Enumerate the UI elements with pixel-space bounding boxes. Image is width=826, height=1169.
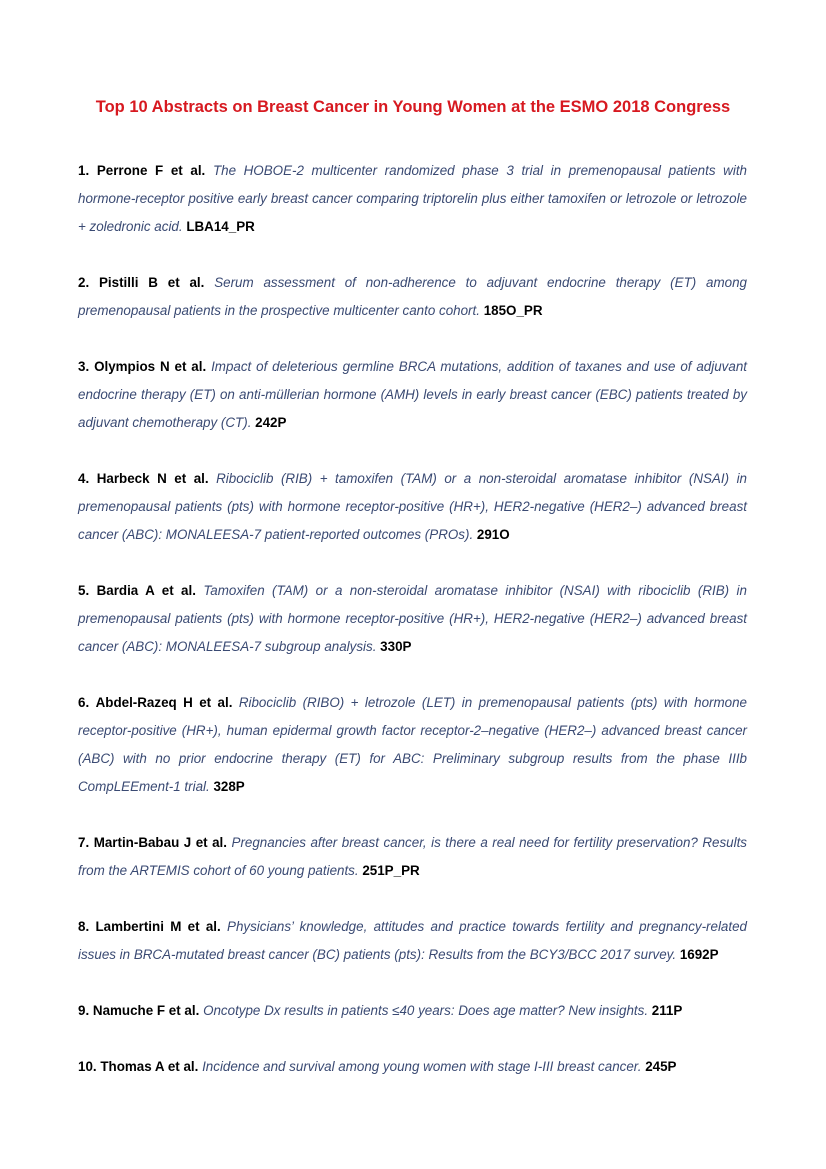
abstract-title: Physicians’ knowledge, attitudes and practice towards fertility and pregnancy-related issues in BRCA-mutated breast cancer (BC) patients (pts): Results from the BCY3/BCC 2017 survey. xyxy=(78,919,747,962)
abstract-code: 245P xyxy=(645,1059,677,1074)
abstract-title: Tamoxifen (TAM) or a non-steroidal aromatase inhibitor (NSAI) with ribociclib (RIB) in premenopausal patients (pts) with hormone receptor-positive (HR+), HER2-negative (HER2–) advanced breast cancer (ABC): MONALEESA-7 subgroup analysis. xyxy=(78,583,747,654)
abstract-item xyxy=(78,913,747,969)
abstract-item xyxy=(78,157,747,241)
abstract-authors: Bardia A et al. xyxy=(96,583,196,598)
abstract-item xyxy=(78,353,747,437)
abstract-code: 1692P xyxy=(679,947,719,962)
abstract-authors: Thomas A et al. xyxy=(100,1059,199,1074)
abstract-number: 7. xyxy=(78,835,90,850)
abstract-authors: Abdel-Razeq H et al. xyxy=(95,695,233,710)
page-title: Top 10 Abstracts on Breast Cancer in Young Women at the ESMO 2018 Congress xyxy=(95,98,731,116)
abstract-number: 8. xyxy=(78,919,90,934)
abstract-code: 185O_PR xyxy=(483,303,543,318)
abstract-title: Ribociclib (RIB) + tamoxifen (TAM) or a non-steroidal aromatase inhibitor (NSAI) in premenopausal patients (pts) with hormone receptor-positive (HR+), HER2-negative (HER2–) advanced breast cancer (ABC): MONALEESA-7 patient-reported outcomes (PROs). xyxy=(78,471,747,542)
abstract-authors: Perrone F et al. xyxy=(96,163,206,178)
abstract-number: 10. xyxy=(78,1059,97,1074)
abstract-number: 1. xyxy=(78,163,90,178)
abstract-authors: Harbeck N et al. xyxy=(96,471,209,486)
abstract-title: Ribociclib (RIBO) + letrozole (LET) in premenopausal patients (pts) with hormone receptor-positive (HR+), human epidermal growth factor receptor-2–negative (HER2–) advanced breast cancer (ABC) with no prior endocrine therapy (ET) for ABC: Preliminary subgroup results from the phase IIIb CompLEEment-1 trial. xyxy=(78,695,747,794)
abstract-item xyxy=(78,997,747,1025)
abstract-title: Pregnancies after breast cancer, is there a real need for fertility preservation? Results from the ARTEMIS cohort of 60 young patients. xyxy=(78,835,748,878)
abstract-authors: Lambertini M et al. xyxy=(95,919,221,934)
abstract-code: 330P xyxy=(380,639,412,654)
abstract-code: 328P xyxy=(213,779,245,794)
abstract-number: 5. xyxy=(78,583,90,598)
abstract-item xyxy=(78,1053,747,1081)
abstract-authors: Namuche F et al. xyxy=(92,1003,200,1018)
abstract-title: Impact of deleterious germline BRCA mutations, addition of taxanes and use of adjuvant endocrine therapy (ET) on anti-müllerian hormone (AMH) levels in early breast cancer (EBC) patients treated by adjuvant chemotherapy (CT). xyxy=(78,359,747,430)
abstract-item xyxy=(78,269,747,325)
abstract-title: Incidence and survival among young women with stage I-III breast cancer. xyxy=(202,1059,642,1074)
abstract-code: 211P xyxy=(651,1003,683,1018)
abstract-code: 291O xyxy=(476,527,510,542)
abstract-title: Oncotype Dx results in patients ≤40 years: Does age matter? New insights. xyxy=(203,1003,649,1018)
abstract-code: 251P_PR xyxy=(362,863,420,878)
abstract-authors: Olympios N et al. xyxy=(94,359,207,374)
abstract-number: 4. xyxy=(78,471,90,486)
abstract-number: 3. xyxy=(78,359,90,374)
abstract-title: The HOBOE-2 multicenter randomized phase 3 trial in premenopausal patients with hormone-receptor positive early breast cancer comparing triptorelin plus either tamoxifen or letrozole or letrozole + zoledronic acid. xyxy=(78,163,747,234)
abstract-authors: Pistilli B et al. xyxy=(99,275,205,290)
abstract-item xyxy=(78,465,747,549)
abstract-number: 6. xyxy=(78,695,90,710)
abstract-item xyxy=(78,829,747,885)
abstract-number: 2. xyxy=(78,275,90,290)
abstract-item xyxy=(78,577,747,661)
abstract-code: 242P xyxy=(255,415,287,430)
abstract-number: 9. xyxy=(78,1003,90,1018)
abstract-code: LBA14_PR xyxy=(186,219,255,234)
abstract-item xyxy=(78,689,747,801)
abstract-authors: Martin-Babau J et al. xyxy=(93,835,227,850)
abstract-title: Serum assessment of non-adherence to adjuvant endocrine therapy (ET) among premenopausal patients in the prospective multicenter canto cohort. xyxy=(78,275,747,318)
